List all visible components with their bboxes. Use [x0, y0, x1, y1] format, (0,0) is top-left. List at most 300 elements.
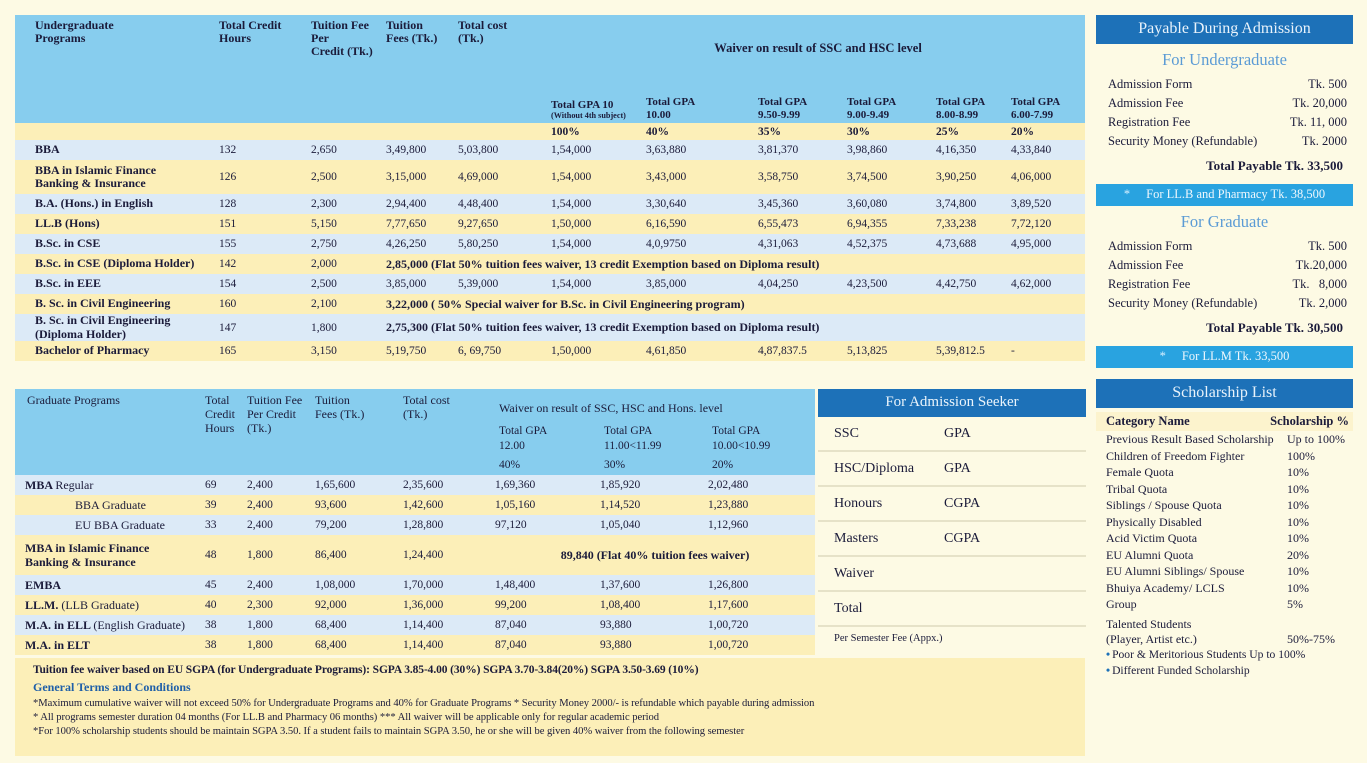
ug-cell-credits: 132 [219, 144, 237, 156]
ug-cell-per-credit: 2,100 [311, 298, 337, 310]
gr-cell-per-credit: 2,400 [247, 479, 273, 491]
ug-cell-fees: 3,49,800 [386, 144, 427, 156]
table-row [15, 234, 1085, 254]
fee-label: Admission Fee [1108, 258, 1184, 272]
fee-label: Admission Form [1108, 239, 1193, 253]
gr-cell-total: 1,28,800 [403, 519, 444, 531]
ug-cell-waiver-1: 4,0,9750 [646, 238, 687, 250]
ug-cell-per-credit: 1,800 [311, 321, 337, 334]
scholarship-rows [1096, 431, 1353, 647]
scholarship-category: Talented Students (Player, Artist etc.) [1106, 616, 1197, 646]
gr-cell-waiver-1: 1,85,920 [600, 479, 641, 491]
ug-cell-program: BBA [35, 142, 60, 157]
ug-header-total-cost: Total cost (Tk.) [458, 18, 508, 45]
ug-cell-waiver-1: 3,85,000 [646, 278, 687, 290]
ug-cell-waiver-1: 4,61,850 [646, 345, 687, 357]
bullet-dot-icon: • [1106, 647, 1111, 661]
ug-cell-waiver-1: 6,16,590 [646, 218, 687, 230]
ug-pct-col-5: 20% [1011, 125, 1034, 138]
ug-gpa-col-4: Total GPA 8.00-8.99 [936, 96, 986, 121]
general-terms-heading: General Terms and Conditions [33, 680, 191, 694]
scholarship-row-1 [1096, 448, 1353, 465]
undergraduate-table-section [15, 15, 1085, 361]
scholarship-percent: 100% [1287, 448, 1315, 463]
gr-cell-program: MBA in Islamic Finance Banking & Insurance [25, 541, 150, 569]
gr-cell-waiver-2: 1,26,800 [708, 579, 749, 591]
seeker-row-label: SSC [834, 425, 859, 441]
graduate-total-payable: Total Payable Tk. 30,500 [1206, 320, 1343, 335]
gr-cell-total: 1,14,400 [403, 639, 444, 651]
gr-cell-program: EMBA [25, 578, 61, 592]
terms-line-1: *Maximum cumulative waiver will not exceed 50% for Undergraduate Programs and 40% for Graduate Programs * Security Money 2000/- is refundable which payable during admission [33, 698, 815, 709]
gr-cell-fees: 79,200 [315, 519, 347, 531]
star-icon: * [1123, 187, 1131, 201]
gr-cell-credits: 39 [205, 499, 217, 511]
fee-value: Tk. 2000 [1301, 134, 1347, 148]
ug-cell-waiver-1: 3,63,880 [646, 144, 687, 156]
seeker-row-3 [818, 522, 1086, 557]
scholarship-header-category: Category Name [1106, 414, 1190, 428]
table-row [15, 495, 815, 515]
table-row [15, 575, 815, 595]
undergraduate-fee-list [1096, 75, 1353, 151]
gr-cell-total: 1,42,600 [403, 499, 444, 511]
table-row [15, 515, 815, 535]
fee-label: Registration Fee [1108, 115, 1191, 129]
ug-cell-fees: 5,19,750 [386, 345, 427, 357]
ug-header-waiver-title: Waiver on result of SSC and HSC level [714, 40, 922, 55]
scholarship-category: Tribal Quota [1106, 481, 1168, 496]
ug-cell-program: LL.B (Hons) [35, 216, 100, 231]
table-row [15, 475, 815, 495]
scholarship-row-3 [1096, 481, 1353, 498]
gr-cell-waiver-0: 1,05,160 [495, 499, 536, 511]
gr-cell-waiver-1: 1,08,400 [600, 599, 641, 611]
undergrad-fee-row-3 [1096, 132, 1353, 151]
gr-cell-waiver-0: 97,120 [495, 519, 527, 531]
gr-cell-waiver-0: 99,200 [495, 599, 527, 611]
gr-cell-waiver-2: 1,17,600 [708, 599, 749, 611]
ug-pct-col-1: 40% [646, 125, 669, 138]
ug-cell-per-credit: 2,300 [311, 198, 337, 210]
terms-line-3: *For 100% scholarship students should be maintain SGPA 3.50. If a student fails to maintain SGPA 3.50, he or she will be given 40% waiver from the following semester [33, 726, 745, 737]
ug-pct-col-3: 30% [847, 125, 870, 138]
ug-cell-waiver-3: 4,23,500 [847, 278, 888, 290]
table-row [15, 254, 1085, 274]
scholarship-row-2 [1096, 464, 1353, 481]
graduate-table-section [15, 389, 815, 655]
ug-cell-waiver-3: 4,52,375 [847, 238, 888, 250]
gr-cell-per-credit: 2,400 [247, 499, 273, 511]
ug-cell-waiver-2: 3,81,370 [758, 144, 799, 156]
seeker-row-value: GPA [944, 460, 971, 476]
scholarship-category: Physically Disabled [1106, 514, 1202, 529]
gr-cell-waiver-0: 1,48,400 [495, 579, 536, 591]
ug-pct-col-4: 25% [936, 125, 959, 138]
scholarship-percent: 10% [1287, 465, 1309, 479]
scholarship-bullet-0: • Poor & Meritorious Students Up to 100% [1106, 647, 1306, 661]
ug-cell-credits: 155 [219, 238, 237, 250]
llb-pharmacy-note-text: For LL.B and Pharmacy Tk. 38,500 [1146, 187, 1326, 201]
gr-header-fee-per-credit: Tuition Fee Per Credit (Tk.) [247, 393, 303, 435]
gr-cell-program: BBA Graduate [75, 497, 146, 512]
fee-value: Tk. 500 [1308, 77, 1347, 91]
undergrad-fee-row-0 [1096, 75, 1353, 94]
fee-value: Tk. 11, 000 [1289, 115, 1347, 129]
seeker-row-label: HSC/Diploma [834, 460, 915, 476]
scholarship-percent: 5% [1287, 597, 1303, 611]
seeker-row-5 [818, 592, 1086, 627]
scholarship-percent: 10% [1287, 564, 1309, 578]
ug-cell-program: B. Sc. in Civil Engineering [35, 296, 171, 311]
gr-header-tuition-fees: Tuition Fees (Tk.) [315, 393, 365, 421]
gr-pct-col-1: 30% [604, 458, 626, 471]
ug-cell-waiver-2: 4,87,837.5 [758, 345, 807, 357]
seeker-row-label: Waiver [834, 565, 875, 581]
scholarship-category: Children of Freedom Fighter [1106, 448, 1245, 463]
ug-cell-waiver-1: 3,30,640 [646, 198, 687, 210]
ug-cell-fees: 2,94,400 [386, 198, 427, 210]
gr-cell-waiver-0: 87,040 [495, 639, 527, 651]
table-row [15, 535, 815, 575]
scholarship-row-talented [1096, 617, 1353, 647]
ug-cell-per-credit: 3,150 [311, 345, 337, 357]
scholarship-row-10 [1096, 596, 1353, 613]
terms-and-conditions-box [15, 658, 1085, 756]
gr-gpa-col-1: Total GPA 11.00<11.99 [604, 425, 662, 452]
ug-row-note: 2,75,300 (Flat 50% tuition fees waiver, 13 credit Exemption based on Diploma result) [386, 320, 820, 334]
gr-row-note: 89,840 (Flat 40% tuition fees waiver) [560, 547, 750, 562]
gr-cell-program: M.A. in ELT [25, 638, 90, 652]
scholarship-category: Female Quota [1106, 465, 1174, 479]
ug-cell-waiver-0: 1,50,000 [551, 345, 592, 357]
ug-header-credit-hours: Total Credit Hours [219, 18, 282, 45]
gr-cell-per-credit: 1,800 [247, 619, 273, 631]
ug-cell-credits: 147 [219, 321, 237, 334]
gr-pct-col-0: 40% [499, 458, 521, 471]
gr-header-waiver-title: Waiver on result of SSC, HSC and Hons. level [499, 400, 723, 415]
ug-cell-per-credit: 5,150 [311, 218, 337, 230]
gr-pct-col-2: 20% [712, 458, 734, 471]
ug-cell-program: Bachelor of Pharmacy [35, 343, 150, 358]
scholarship-bullet-1: • Different Funded Scholarship [1106, 663, 1250, 677]
ug-cell-credits: 151 [219, 218, 237, 230]
undergrad-fee-row-2 [1096, 113, 1353, 132]
fee-value: Tk. 2,000 [1298, 296, 1347, 310]
scholarship-category: Group [1106, 597, 1137, 611]
gr-cell-credits: 40 [205, 599, 217, 611]
gr-cell-waiver-0: 1,69,360 [495, 479, 536, 491]
ug-cell-total: 5,03,800 [458, 144, 499, 156]
ug-percent-row [15, 123, 1085, 140]
ug-cell-waiver-0: 1,54,000 [551, 171, 592, 183]
gr-cell-waiver-0: 87,040 [495, 619, 527, 631]
ug-header-fee-per-credit: Tuition Fee Per Credit (Tk.) [311, 18, 373, 58]
undergraduate-total-payable: Total Payable Tk. 33,500 [1206, 158, 1343, 173]
seeker-row-label: Total [834, 600, 863, 616]
gr-cell-fees: 93,600 [315, 499, 347, 511]
ug-cell-waiver-5: 7,72,120 [1011, 218, 1052, 230]
ug-cell-program: B.Sc. in EEE [35, 276, 102, 291]
graduate-fee-list [1096, 237, 1353, 313]
llm-note [1096, 346, 1353, 368]
ug-cell-waiver-5: 4,33,840 [1011, 144, 1052, 156]
ug-cell-fees: 4,26,250 [386, 238, 427, 250]
ug-cell-waiver-4: 3,90,250 [936, 171, 977, 183]
seeker-row-label: Honours [834, 495, 883, 511]
gr-cell-waiver-2: 1,00,720 [708, 639, 749, 651]
ug-cell-waiver-0: 1,54,000 [551, 238, 592, 250]
scholarship-category: Bhuiya Academy/ LCLS [1106, 580, 1225, 595]
sgpa-waiver-line: Tuition fee waiver based on EU SGPA (for Undergraduate Programs): SGPA 3.85-4.00 (30%) SGPA 3.70-3.84(20%) SGPA 3.50-3.69 (10%) [33, 664, 699, 676]
ug-cell-waiver-2: 4,31,063 [758, 238, 799, 250]
scholarship-category: Previous Result Based Scholarship [1106, 432, 1274, 446]
ug-cell-program: B.Sc. in CSE (Diploma Holder) [35, 256, 195, 271]
gr-gpa-col-0: Total GPA 12.00 [499, 425, 548, 452]
ug-cell-fees: 3,85,000 [386, 278, 427, 290]
scholarship-percent: 20% [1287, 547, 1309, 562]
star-icon: * [1159, 349, 1166, 363]
gr-header-credit-hours: Total Credit Hours [205, 393, 235, 435]
fee-value: Tk.20,000 [1295, 258, 1347, 272]
graduate-fee-row-0 [1096, 237, 1353, 256]
scholarship-category: EU Alumni Quota [1106, 547, 1194, 562]
seeker-row-2 [818, 487, 1086, 522]
gr-cell-waiver-1: 93,880 [600, 639, 632, 651]
ug-cell-credits: 128 [219, 198, 237, 210]
scholarship-percent: 10% [1287, 531, 1309, 545]
ug-cell-waiver-5: - [1011, 345, 1015, 357]
gr-cell-per-credit: 1,800 [247, 639, 273, 651]
gr-cell-waiver-1: 93,880 [600, 619, 632, 631]
fee-label: Security Money (Refundable) [1108, 296, 1258, 310]
graduate-table-body [15, 475, 815, 655]
ug-cell-per-credit: 2,500 [311, 278, 337, 290]
ug-row-note: 2,85,000 (Flat 50% tuition fees waiver, 13 credit Exemption based on Diploma result) [386, 256, 820, 271]
gr-cell-fees: 68,400 [315, 639, 347, 651]
ug-gpa-col-1: Total GPA 10.00 [646, 96, 696, 121]
gr-cell-credits: 33 [205, 519, 217, 531]
gr-cell-per-credit: 2,400 [247, 519, 273, 531]
gr-cell-waiver-2: 2,02,480 [708, 479, 749, 491]
scholarship-row-7 [1096, 547, 1353, 564]
undergraduate-table-body [15, 140, 1085, 361]
gr-cell-total: 1,14,400 [403, 619, 444, 631]
gr-cell-total: 1,36,000 [403, 599, 444, 611]
scholarship-percent: 10% [1287, 514, 1309, 529]
gr-cell-program: EU BBA Graduate [75, 517, 165, 532]
seeker-row-value: CGPA [944, 495, 981, 511]
table-row [15, 294, 1085, 314]
ug-cell-program: B.A. (Hons.) in English [35, 196, 154, 211]
gr-cell-fees: 86,400 [315, 549, 347, 561]
scholarship-list-title: Scholarship List [1096, 379, 1353, 408]
scholarship-row-9 [1096, 580, 1353, 597]
fee-label: Registration Fee [1108, 277, 1191, 291]
for-graduate-title: For Graduate [1180, 212, 1269, 231]
fee-label: Admission Fee [1108, 96, 1184, 110]
gr-gpa-col-2: Total GPA 10.00<10.99 [712, 425, 771, 452]
ug-cell-waiver-2: 3,58,750 [758, 171, 799, 183]
ug-pct-col-2: 35% [758, 125, 781, 138]
ug-cell-waiver-4: 7,33,238 [936, 218, 977, 230]
gr-cell-credits: 69 [205, 479, 217, 491]
gr-header-program: Graduate Programs [27, 393, 120, 407]
scholarship-table-header [1096, 412, 1353, 431]
gr-cell-per-credit: 1,800 [247, 549, 273, 561]
ug-cell-waiver-0: 1,50,000 [551, 218, 592, 230]
ug-cell-credits: 126 [219, 171, 237, 183]
gr-cell-waiver-1: 1,05,040 [600, 519, 641, 531]
gr-cell-credits: 38 [205, 619, 217, 631]
ug-cell-waiver-5: 4,95,000 [1011, 238, 1052, 250]
ug-cell-fees: 3,15,000 [386, 171, 427, 183]
scholarship-row-4 [1096, 497, 1353, 514]
fee-label: Admission Form [1108, 77, 1193, 91]
ug-cell-waiver-5: 4,62,000 [1011, 278, 1052, 290]
gr-cell-per-credit: 2,400 [247, 579, 273, 591]
undergrad-fee-row-1 [1096, 94, 1353, 113]
ug-cell-waiver-5: 3,89,520 [1011, 198, 1052, 210]
seeker-row-4 [818, 557, 1086, 592]
ug-cell-program: BBA in Islamic Finance Banking & Insurance [35, 162, 157, 190]
table-row [15, 595, 815, 615]
table-row [15, 194, 1085, 214]
ug-cell-program: B. Sc. in Civil Engineering (Diploma Holder) [35, 313, 171, 341]
ug-cell-waiver-4: 4,42,750 [936, 278, 977, 290]
graduate-fee-row-3 [1096, 294, 1353, 313]
llb-pharmacy-note [1096, 184, 1353, 206]
ug-header-tuition-fees: Tuition Fees (Tk.) [386, 18, 438, 45]
ug-gpa-col-3: Total GPA 9.00-9.49 [847, 96, 897, 121]
gr-cell-total: 2,35,600 [403, 479, 444, 491]
graduate-fee-row-2 [1096, 275, 1353, 294]
fee-value: Tk. 8,000 [1292, 277, 1347, 291]
gr-cell-waiver-2: 1,12,960 [708, 519, 749, 531]
ug-gpa-col-2: Total GPA 9.50-9.99 [758, 96, 808, 121]
gr-cell-credits: 48 [205, 549, 217, 561]
gr-cell-program: LL.M. (LLB Graduate) [25, 598, 139, 612]
ug-cell-credits: 154 [219, 278, 237, 290]
scholarship-row-5 [1096, 514, 1353, 531]
fee-value: Tk. 20,000 [1292, 96, 1347, 110]
admission-seeker-rows [818, 417, 1086, 627]
table-row [15, 140, 1085, 160]
ug-gpa-col-5: Total GPA 6.00-7.99 [1011, 96, 1061, 121]
bullet-dot-icon: • [1106, 663, 1111, 677]
ug-cell-waiver-2: 3,45,360 [758, 198, 799, 210]
scholarship-percent: 10% [1287, 498, 1309, 512]
scholarship-percent: 50%-75% [1287, 631, 1335, 646]
ug-cell-waiver-0: 1,54,000 [551, 144, 592, 156]
ug-cell-waiver-4: 3,74,800 [936, 198, 977, 210]
gr-cell-waiver-2: 1,00,720 [708, 619, 749, 631]
gr-cell-fees: 92,000 [315, 599, 347, 611]
ug-cell-total: 4,69,000 [458, 171, 499, 183]
scholarship-row-0 [1096, 431, 1353, 448]
scholarship-header-percent: Scholarship % [1270, 414, 1349, 428]
ug-cell-total: 5,80,250 [458, 238, 499, 250]
ug-cell-waiver-3: 3,60,080 [847, 198, 888, 210]
scholarship-bullets [1096, 647, 1353, 679]
scholarship-row-8 [1096, 563, 1353, 580]
table-row [15, 214, 1085, 234]
ug-cell-waiver-0: 1,54,000 [551, 278, 592, 290]
ug-cell-per-credit: 2,750 [311, 238, 337, 250]
table-row [15, 341, 1085, 361]
fee-value: Tk. 500 [1308, 239, 1347, 253]
terms-line-2: * All programs semester duration 04 months (For LL.B and Pharmacy 06 months) *** All waiver will be applicable only for regular academic period [33, 712, 659, 723]
gr-cell-fees: 1,65,600 [315, 479, 356, 491]
ug-cell-waiver-0: 1,54,000 [551, 198, 592, 210]
scholarship-row-6 [1096, 530, 1353, 547]
table-row [15, 160, 1085, 194]
ug-cell-waiver-5: 4,06,000 [1011, 171, 1052, 183]
admission-seeker-box [818, 389, 1086, 644]
seeker-row-1 [818, 452, 1086, 487]
gr-cell-fees: 1,08,000 [315, 579, 356, 591]
gr-cell-fees: 68,400 [315, 619, 347, 631]
table-row [15, 274, 1085, 294]
gr-cell-credits: 45 [205, 579, 217, 591]
undergraduate-table [15, 15, 1085, 361]
ug-cell-per-credit: 2,000 [311, 258, 337, 270]
ug-cell-total: 4,48,400 [458, 198, 499, 210]
scholarship-percent: 10% [1287, 481, 1309, 496]
table-row [15, 615, 815, 635]
per-semester-fee-label: Per Semester Fee (Appx.) [834, 633, 943, 644]
ug-cell-waiver-4: 5,39,812.5 [936, 345, 985, 357]
ug-gpa-col-0: Total GPA 10 (Without 4th subject) [551, 98, 626, 120]
scholarship-category: Siblings / Spouse Quota [1106, 498, 1222, 512]
fee-label: Security Money (Refundable) [1108, 134, 1258, 148]
gr-cell-program: MBA Regular [25, 478, 94, 492]
ug-cell-waiver-4: 4,16,350 [936, 144, 977, 156]
ug-cell-per-credit: 2,650 [311, 144, 337, 156]
ug-cell-fees: 7,77,650 [386, 218, 427, 230]
ug-cell-per-credit: 2,500 [311, 171, 337, 183]
llm-note-text: For LL.M Tk. 33,500 [1181, 349, 1290, 363]
seeker-row-0 [818, 417, 1086, 452]
gr-cell-waiver-2: 1,23,880 [708, 499, 749, 511]
ug-cell-waiver-3: 6,94,355 [847, 218, 888, 230]
ug-cell-program: B.Sc. in CSE [35, 236, 101, 251]
ug-row-note: 3,22,000 ( 50% Special waiver for B.Sc. in Civil Engineering program) [386, 296, 745, 311]
seeker-row-value: CGPA [944, 530, 981, 546]
ug-cell-waiver-4: 4,73,688 [936, 238, 977, 250]
ug-cell-total: 5,39,000 [458, 278, 499, 290]
gr-cell-per-credit: 2,300 [247, 599, 273, 611]
scholarship-category: Acid Victim Quota [1106, 531, 1198, 545]
right-rail [1096, 15, 1353, 679]
ug-cell-credits: 160 [219, 298, 237, 310]
table-row [15, 314, 1085, 341]
graduate-fee-row-1 [1096, 256, 1353, 275]
gr-cell-program: M.A. in ELL (English Graduate) [25, 618, 185, 632]
ug-cell-waiver-2: 4,04,250 [758, 278, 799, 290]
ug-cell-waiver-3: 3,74,500 [847, 171, 888, 183]
ug-pct-col-0: 100% [551, 125, 580, 138]
ug-cell-waiver-3: 3,98,860 [847, 144, 888, 156]
ug-cell-credits: 165 [219, 345, 237, 357]
gr-cell-credits: 38 [205, 639, 217, 651]
gr-header-total-cost: Total cost (Tk.) [403, 393, 450, 421]
ug-cell-waiver-3: 5,13,825 [847, 345, 888, 357]
payable-during-admission-title: Payable During Admission [1096, 15, 1353, 44]
scholarship-percent: Up to 100% [1287, 432, 1345, 446]
graduate-table [15, 389, 815, 655]
scholarship-percent: 10% [1287, 580, 1309, 595]
